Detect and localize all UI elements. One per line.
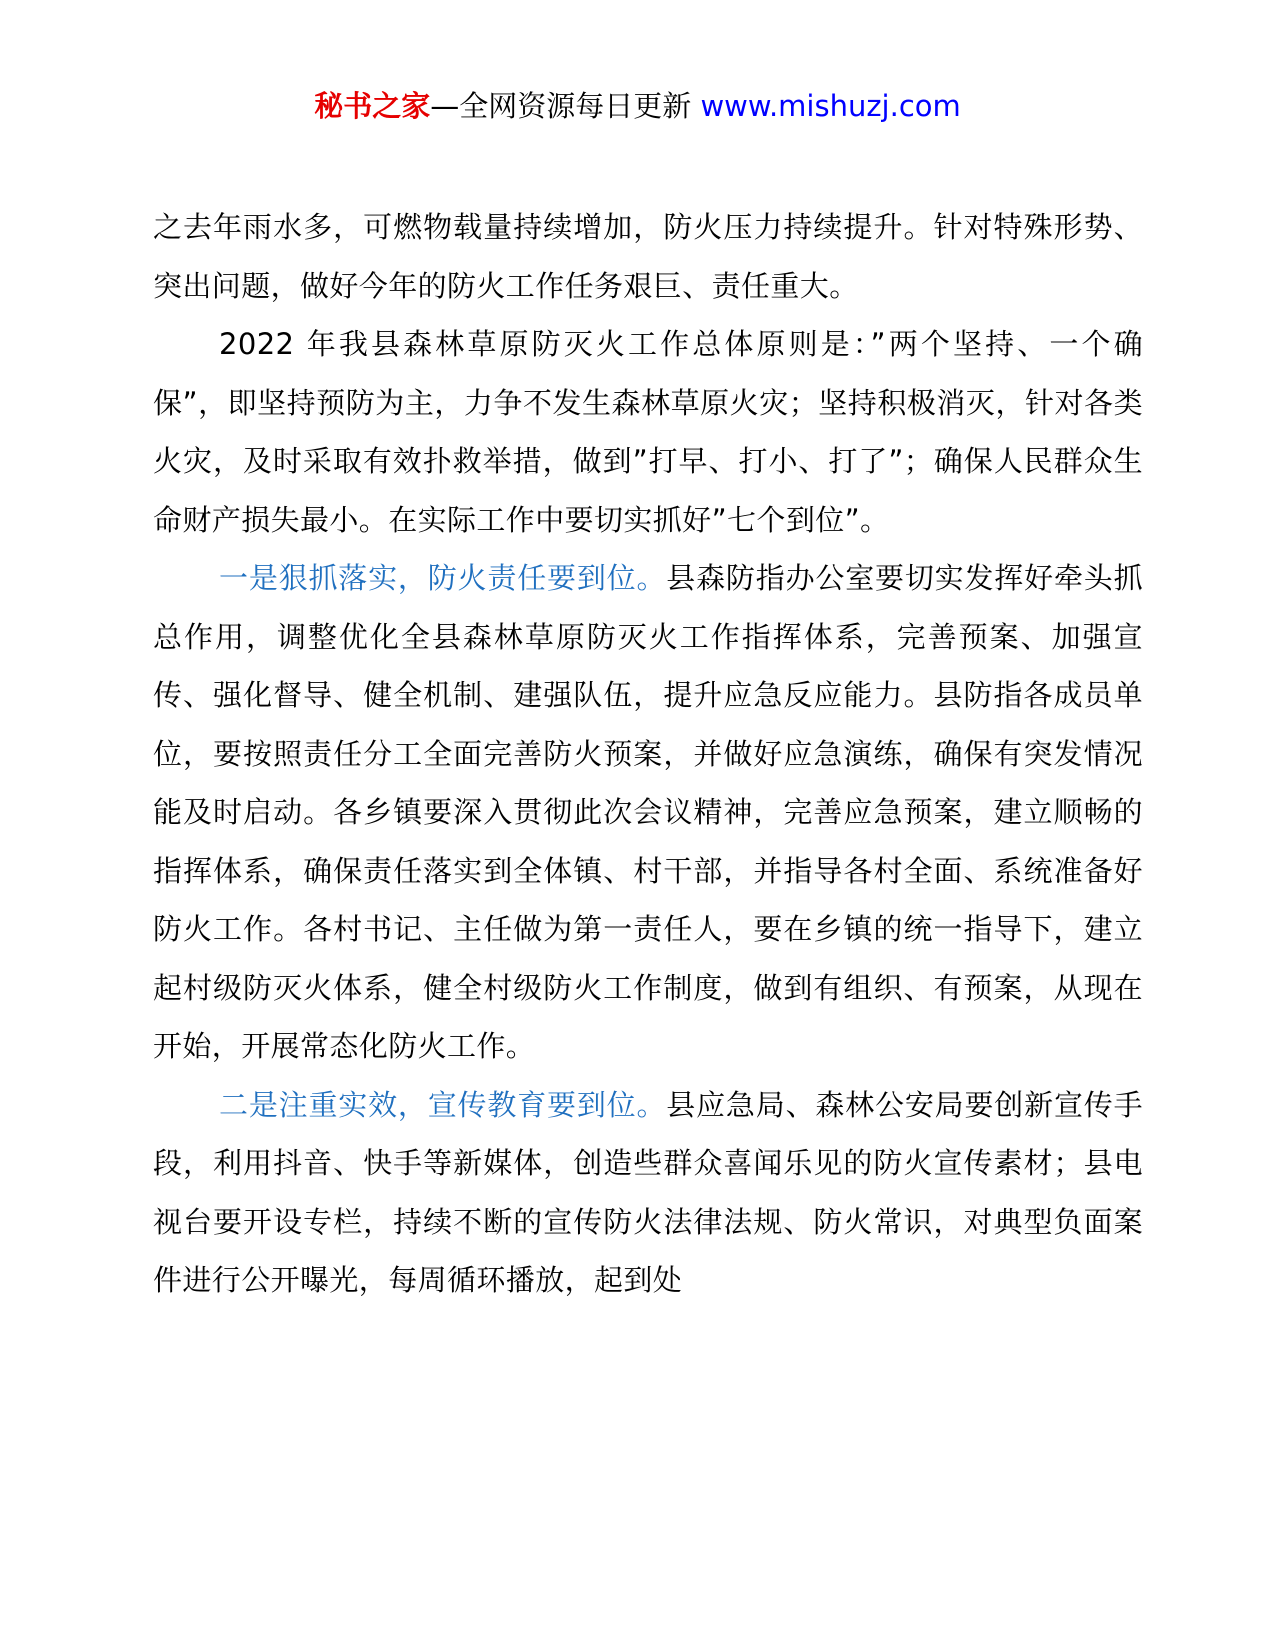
paragraph-text: 县应急局、森林公安局要创新宣传手段，利用抖音、快手等新媒体，创造些群众喜闻乐见的防火宣传素材；县电视台要开设专栏，持续不断的宣传防火法律法规、防火常识，对典型负面案件进行公开曝光，每周循环播放，起到处 <box>153 1087 1143 1297</box>
paragraph-continuation <box>153 198 1143 315</box>
paragraph-text: 之去年雨水多，可燃物载量持续增加，防火压力持续提升。针对特殊形势、突出问题，做好今年的防火工作任务艰巨、责任重大。 <box>153 210 1143 303</box>
paragraph-responsibility <box>153 549 1143 1076</box>
paragraph-text: 2022 年我县森林草原防灭火工作总体原则是：”两个坚持、一个确保”，即坚持预防为主，力争不发生森林草原火灾；坚持积极消灭，针对各类火灾，及时采取有效扑救举措，做到”打早、打小、打了”；确保人民群众生命财产损失最小。在实际工作中要切实抓好”七个到位”。 <box>153 327 1143 537</box>
section-heading: 二是注重实效，宣传教育要到位。 <box>219 1087 667 1122</box>
brand-name: 秘书之家 <box>314 89 431 123</box>
website-link[interactable]: www.mishuzj.com <box>700 89 961 123</box>
paragraph-publicity <box>153 1076 1143 1310</box>
header-tagline: —全网资源每日更新 <box>430 89 692 123</box>
paragraph-principles <box>153 315 1143 549</box>
section-heading: 一是狠抓落实，防火责任要到位。 <box>219 561 667 595</box>
page-header <box>0 84 1275 128</box>
paragraph-text: 县森防指办公室要切实发挥好牵头抓总作用，调整优化全县森林草原防灭火工作指挥体系，完善预案、加强宣传、强化督导、健全机制、建强队伍，提升应急反应能力。县防指各成员单位，要按照责任分工全面完善防火预案，并做好应急演练，确保有突发情况能及时启动。各乡镇要深入贯彻此次会议精神，完善应急预案，建立顺畅的指挥体系，确保责任落实到全体镇、村干部，并指导各村全面、系统准备好防火工作。各村书记、主任做为第一责任人，要在乡镇的统一指导下，建立起村级防灭火体系，健全村级防火工作制度，做到有组织、有预案，从现在开始，开展常态化防火工作。 <box>153 561 1143 1063</box>
document-body <box>153 198 1143 1310</box>
